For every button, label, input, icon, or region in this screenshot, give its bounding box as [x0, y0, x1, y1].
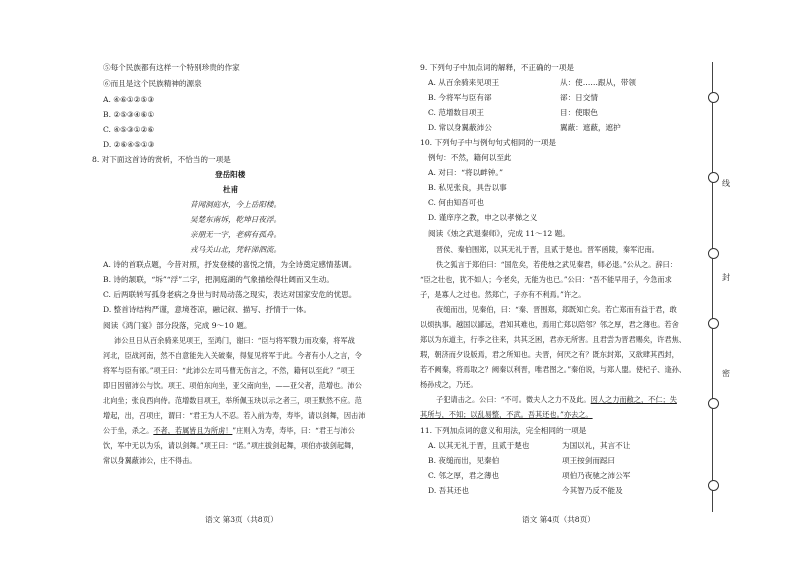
poem-author: 杜甫 [223, 185, 239, 194]
poem-line: 戎马关山北，凭轩涕泗流。 [190, 245, 282, 254]
question-10: 10. 下列句子中与例句句式相同的一项是 [420, 138, 556, 147]
answer-a: A. 以其无礼于晋，且贰于楚也 [428, 441, 530, 450]
answer-c-compare: 项伯乃夜驰之沛公军 [562, 471, 631, 480]
answer-a: A. 从百余骑来见项王 [428, 78, 500, 87]
passage-line: 饮，军中无以为乐，请以剑舞。”项王曰：“诺。”项庄拔剑起舞，项伯亦拔剑起舞， [103, 441, 359, 450]
poem-title: 登岳阳楼 [215, 170, 246, 179]
binding-hole [708, 92, 719, 103]
answer-a: A. ④⑥①②⑤③ [103, 95, 155, 104]
underlined-sentence: 不者，若属皆且为所虏！ [153, 426, 233, 435]
binding-hole [708, 248, 719, 259]
answer-b-compare: 项王按剑而跽曰 [562, 456, 616, 465]
answer-b: B. 诗的颔联，“坼”“浮”二字，把洞庭湖的气象描绘得壮阔而又生动。 [103, 275, 334, 284]
left-page [0, 0, 390, 561]
passage-line: 瑕，朝济而夕设版焉，君之所知也。夫晋，何厌之有？既东封郑，又欲肆其西封， [420, 350, 679, 359]
option-line: ⑥而且是这个民族精神的源泉 [103, 79, 202, 88]
passage-line: 若不阙秦，将焉取之？阙秦以利晋，唯君图之。”秦伯说，与郑人盟。使杞子、逢孙、 [420, 365, 687, 374]
binding-hole [708, 172, 719, 183]
question-8: 8. 对下面这首诗的赏析，不恰当的一项是 [92, 155, 231, 164]
answer-c: C. ④⑤③①②⑥ [103, 125, 155, 134]
passage-line: 常以身翼蔽沛公，庄不得击。 [103, 456, 197, 465]
right-page [390, 0, 700, 561]
passage-line: 子，是寡人之过也。然郑亡，子亦有不利焉。”许之。 [420, 290, 586, 299]
passage-line: 郑以为东道主，行李之往来，共其乏困，君亦无所害。且君尝为晋君赐矣，许君焦、 [420, 335, 686, 344]
poem-line: 昔闻洞庭水，今上岳阳楼。 [190, 200, 282, 209]
passage-line: 沛公旦日从百余骑来见项王，至鸿门，谢曰：“臣与将军戮力而攻秦，将军战 [114, 336, 355, 345]
answer-c-gloss: 目：使眼色 [560, 108, 598, 117]
question-9: 9. 下列句子中加点词的解释，不正确的一项是 [420, 63, 574, 72]
answer-d-compare: 今其智乃反不能及 [562, 486, 623, 495]
passage-line: 公于坐，杀之。不者，若属皆且为所虏！”庄则入为寿，寿毕，曰：“君王与沛公 [103, 426, 355, 435]
reading-instruction: 阅读《烛之武退秦师》，完成 11～12 题。 [428, 229, 570, 238]
margin-label: 密 [722, 369, 730, 378]
passage-line: 增起，出，召项庄，谓曰：“君王为人不忍。若入前为寿，寿毕，请以剑舞，因击沛 [103, 411, 366, 420]
passage-line: 河北，臣战河南，然不自意能先入关破秦，得复见将军于此。今者有小人之言，令 [103, 351, 362, 360]
answer-d: D. ②⑥④⑤①③ [103, 140, 155, 149]
answer-c: C. 后两联转写孤身老病之身世与时局动荡之现实，表达对国家安危的忧思。 [103, 290, 357, 299]
answer-a-gloss: 从：使……跟从，带领 [560, 78, 636, 87]
answer-c: C. 何由知吾可也 [428, 198, 484, 207]
answer-d: D. 整首诗结构严谨，意境苍凉，融记叙、描写、抒情于一体。 [103, 305, 312, 314]
example-sentence: 例句：不然，籍何以至此 [428, 153, 512, 162]
question-11: 11. 下列加点词的意义和用法，完全相同的一项是 [420, 426, 587, 435]
margin-label: 封 [722, 273, 730, 282]
underlined-sentence: 因人之力而敝之，不仁；失 [590, 395, 677, 404]
answer-c: C. 范增数目项王 [428, 108, 484, 117]
poem-line: 亲朋无一字，老病有孤舟。 [190, 230, 282, 239]
answer-d: D. 常以身翼蔽沛公 [428, 123, 492, 132]
answer-b: B. 夜缒而出，见秦伯 [428, 456, 500, 465]
passage-line: 即日因留沛公与饮。项王、项伯东向坐，亚父南向坐，——亚父者，范增也。沛公 [103, 381, 362, 390]
binding-line [712, 62, 713, 512]
page-footer: 语文 第3页（共8页） [205, 515, 278, 524]
passage-line: 佚之狐言于郑伯曰：“国危矣，若使烛之武见秦君，师必退。”公从之。辞曰： [436, 260, 677, 269]
poem-line: 吴楚东南坼，乾坤日夜浮。 [190, 215, 282, 224]
passage-line: 晋侯、秦伯围郑，以其无礼于晋，且贰于楚也。晋军函陵，秦军氾南。 [436, 245, 659, 254]
answer-d: D. 吾其还也 [428, 486, 470, 495]
binding-hole [708, 480, 719, 491]
answer-b: B. ②⑤③④⑥① [103, 110, 155, 119]
passage-line: 子犯请击之。公曰：“不可。微夫人之力不及此。因人之力而敝之，不仁；失 [436, 395, 677, 404]
reading-instruction: 阅读《鸿门宴》部分段落，完成 9～10 题。 [103, 321, 252, 330]
passage-line: 以烦执事。越国以鄙远，君知其难也，焉用亡郑以陪邻？邻之厚，君之薄也。若舍 [420, 320, 679, 329]
answer-b-gloss: 郤：日交情 [560, 93, 598, 102]
passage-line: 北向坐；张良西向侍。范增数目项王，举所佩玉玦以示之者三，项王默然不应。范 [103, 396, 362, 405]
answer-d-gloss: 翼蔽：遮蔽，遮护 [560, 123, 621, 132]
underlined-sentence: 其所与，不知；以乱易整，不武。吾其还也。”亦去之。 [420, 410, 593, 419]
passage-line: 夜缒而出，见秦伯，曰：“秦、晋围郑，郑既知亡矣。若亡郑而有益于君，敢 [436, 305, 677, 314]
binding-hole [708, 398, 719, 409]
answer-b: B. 今将军与臣有郤 [428, 93, 492, 102]
answer-d: D. 谨庠序之教，申之以孝悌之义 [428, 213, 538, 222]
answer-b: B. 私见张良，具告以事 [428, 183, 507, 192]
passage-line: 将军与臣有郤。”项王曰：“此沛公左司马曹无伤言之，不然，籍何以至此？”项王 [103, 366, 355, 375]
margin-label: 线 [722, 179, 730, 188]
page-footer: 语文 第4页（共8页） [522, 515, 595, 524]
passage-line: 杨孙戍之，乃还。 [420, 380, 478, 389]
option-line: ⑤每个民族都有这样一个特别珍贵的作家 [103, 63, 240, 72]
answer-c: C. 邻之厚，君之薄也 [428, 471, 500, 480]
answer-a: A. 诗的首联点题，今昔对照，抒发登楼的喜悦之情，为全诗奠定感情基调。 [103, 260, 357, 269]
answer-a-compare: 为国以礼，其言不让 [562, 441, 631, 450]
answer-a: A. 对曰：“将以衅钟。” [428, 168, 504, 177]
passage-line: “臣之壮也，犹不如人；今老矣，无能为也已。”公曰：“吾不能早用子，今急而求 [420, 275, 672, 284]
binding-hole [708, 318, 719, 329]
